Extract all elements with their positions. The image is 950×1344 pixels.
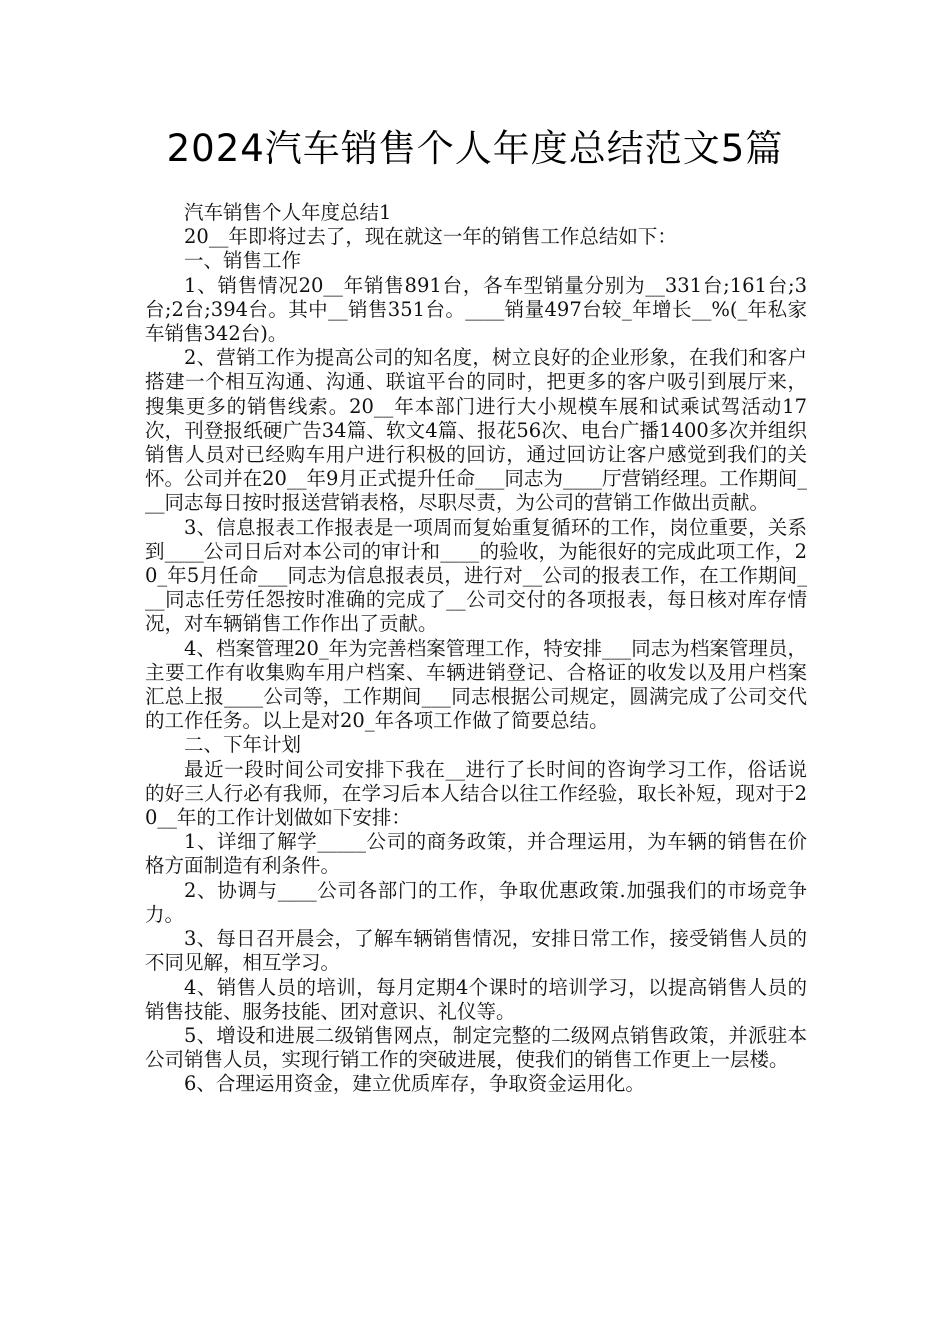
- paragraph-plan-intro: 最近一段时间公司安排下我在__进行了长时间的咨询学习工作，俗话说的好三人行必有我师，在学习后本人结合以往工作经验，取长补短，现对于20__年的工作计划做如下安排：: [145, 757, 807, 830]
- section-heading-sales: 一、销售工作: [184, 249, 302, 273]
- plan-item-6: 6、合理运用资金，建立优质库存，争取资金运用化。: [184, 1072, 645, 1096]
- paragraph-archives: 4、档案管理20_年为完善档案管理工作，特安排___同志为档案管理员，主要工作有收集购车用户档案、车辆进销登记、合格证的收发以及用户档案汇总上报____公司等，工作期间___同志根据公司规定，圆满完成了公司交代的工作任务。以上是对20_年各项工作做了简要总结。: [145, 636, 807, 733]
- paragraph-sales-status: 1、销售情况20__年销售891台，各车型销量分别为__331台;161台;3台;2台;394台。其中__销售351台。____销量497台较_年增长__%(_年私家车销售342台)。: [145, 273, 807, 346]
- intro-paragraph: 20__年即将过去了，现在就这一年的销售工作总结如下：: [184, 225, 677, 249]
- section-subtitle: 汽车销售个人年度总结1: [184, 201, 392, 224]
- plan-item-3: 3、每日召开晨会，了解车辆销售情况，安排日常工作，接受销售人员的不同见解，相互学习。: [145, 927, 807, 975]
- plan-item-1: 1、详细了解学_____公司的商务政策，并合理运用，为车辆的销售在价格方面制造有利条件。: [145, 830, 807, 878]
- document-body: [145, 201, 807, 1097]
- plan-item-4: 4、销售人员的培训，每月定期4个课时的培训学习，以提高销售人员的销售技能、服务技能、团对意识、礼仪等。: [145, 975, 807, 1023]
- paragraph-reports: 3、信息报表工作报表是一项周而复始重复循环的工作，岗位重要，关系到____公司日后对本公司的审计和____的验收，为能很好的完成此项工作，20_年5月任命___同志为信息报表员，进行对__公司的报表工作，在工作期间___同志任劳任怨按时准确的完成了__公司交付的各项报表，每日核对库存情况，对车辆销售工作作出了贡献。: [145, 515, 807, 636]
- document-title: 2024汽车销售个人年度总结范文5篇: [166, 127, 784, 170]
- plan-item-5: 5、增设和进展二级销售网点，制定完整的二级网点销售政策，并派驻本公司销售人员，实现行销工作的突破进展，使我们的销售工作更上一层楼。: [145, 1023, 807, 1072]
- paragraph-marketing: 2、营销工作为提高公司的知名度，树立良好的企业形象，在我们和客户搭建一个相互沟通、沟通、联谊平台的同时，把更多的客户吸引到展厅来，搜集更多的销售线索。20__年本部门进行大小规模车展和试乘试驾活动17次，刊登报纸硬广告34篇、软文4篇、报花56次、电台广播1400多次并组织销售人员对已经购车用户进行积极的回访，通过回访让客户感觉到我们的关怀。公司并在20__年9月正式提升任命___同志为____厅营销经理。工作期间___同志每日按时报送营销表格，尽职尽责，为公司的营销工作做出贡献。: [145, 346, 807, 515]
- section-heading-plan: 二、下年计划: [184, 733, 302, 757]
- plan-item-2: 2、协调与____公司各部门的工作，争取优惠政策.加强我们的市场竞争力。: [145, 878, 807, 926]
